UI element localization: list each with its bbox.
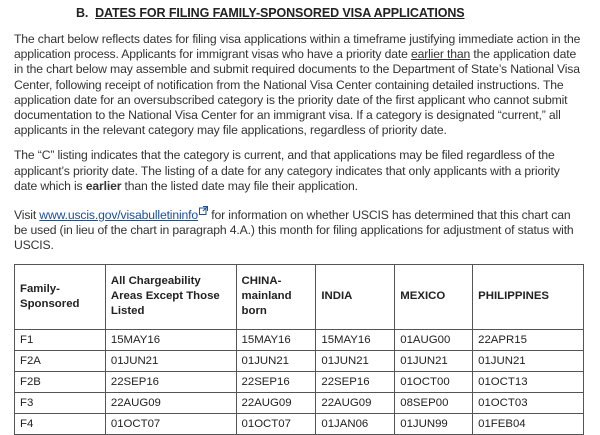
section-letter: B.: [76, 6, 89, 20]
table-cell: 01OCT03: [473, 392, 584, 413]
para1-text-a: The chart below reflects dates for filing visa applications within a timeframe justifying immediate action in the application process. Applicants for immigrant visas who have a priority date: [14, 32, 581, 62]
table-cell: 01FEB04: [473, 413, 584, 434]
section-title: DATES FOR FILING FAMILY-SPONSORED VISA APPLICATIONS: [95, 6, 465, 20]
table-cell: 22APR15: [473, 329, 584, 350]
table-cell: F1: [15, 329, 106, 350]
table-cell: 01JUN21: [105, 350, 236, 371]
table-cell: F4: [15, 413, 106, 434]
table-cell: 01JUN21: [473, 350, 584, 371]
table-row: [15, 371, 584, 392]
para1-underlined: earlier than: [410, 47, 471, 62]
filing-dates-table: [14, 264, 584, 435]
table-cell: 22SEP16: [236, 371, 316, 392]
paragraph-uscis-link: [14, 204, 586, 254]
table-row: [15, 350, 584, 371]
uscis-link[interactable]: www.uscis.gov/visabulletininfo: [39, 208, 199, 223]
section-heading: [76, 6, 586, 20]
table-cell: 01JAN06: [316, 413, 395, 434]
header-india: INDIA: [316, 264, 395, 329]
table-row: [15, 392, 584, 413]
table-cell: 15MAY16: [105, 329, 236, 350]
table-cell: 01JUN21: [395, 350, 473, 371]
table-cell: 08SEP00: [395, 392, 473, 413]
table-cell: 15MAY16: [316, 329, 395, 350]
table-header-row: [15, 264, 584, 329]
table-cell: 01AUG00: [395, 329, 473, 350]
table-cell: 01JUN21: [236, 350, 316, 371]
table-cell: 01JUN99: [395, 413, 473, 434]
table-cell: 01OCT07: [236, 413, 316, 434]
table-row: [15, 329, 584, 350]
table-cell: 22AUG09: [105, 392, 236, 413]
table-cell: 22SEP16: [105, 371, 236, 392]
paragraph-current-listing: [14, 148, 586, 194]
table-row: [15, 413, 584, 434]
para2-bold: earlier: [85, 178, 122, 193]
table-cell: F2B: [15, 371, 106, 392]
table-cell: F3: [15, 392, 106, 413]
table-cell: 22AUG09: [236, 392, 316, 413]
header-family-sponsored: Family-Sponsored: [15, 264, 106, 329]
para1-text-b: the application date in the chart below may assemble and submit required documents to the Department of State’s National Visa Center, following receipt of notification from the National Visa Center containing detailed instructions. The application date for an oversubscribed category is the priority date of the first applicant who cannot submit documentation to the National Visa Center for an immigrant visa. If a category is designated “current,” all applicants in the relevant category may file applications, regardless of priority date.: [14, 47, 580, 138]
header-mexico: MEXICO: [395, 264, 473, 329]
table-cell: 01OCT13: [473, 371, 584, 392]
header-all-chargeability: All Chargeability Areas Except Those Listed: [105, 264, 236, 329]
header-philippines: PHILIPPINES: [473, 264, 584, 329]
external-link-icon[interactable]: [199, 204, 208, 219]
table-cell: 01JUN21: [316, 350, 395, 371]
header-china: CHINA-mainland born: [236, 264, 316, 329]
para3-suffix: for information on whether USCIS has determined that this chart can be used (in lieu of the chart in paragraph 4.A.) this month for filing applications for adjustment of status with USCIS.: [14, 208, 574, 253]
table-cell: F2A: [15, 350, 106, 371]
table-cell: 22AUG09: [316, 392, 395, 413]
para2-text-a: The “C” listing indicates that the category is current, and that applications may be filed regardless of the applicant’s priority date. The listing of a date for any category indicates that only applicants with a priority date which is: [14, 148, 560, 193]
table-cell: 15MAY16: [236, 329, 316, 350]
paragraph-filing-dates: [14, 32, 586, 138]
para2-text-b: than the listed date may file their application.: [121, 178, 358, 193]
table-cell: 22SEP16: [316, 371, 395, 392]
table-cell: 01OCT00: [395, 371, 473, 392]
table-cell: 01OCT07: [105, 413, 236, 434]
para3-prefix: Visit: [14, 208, 40, 223]
